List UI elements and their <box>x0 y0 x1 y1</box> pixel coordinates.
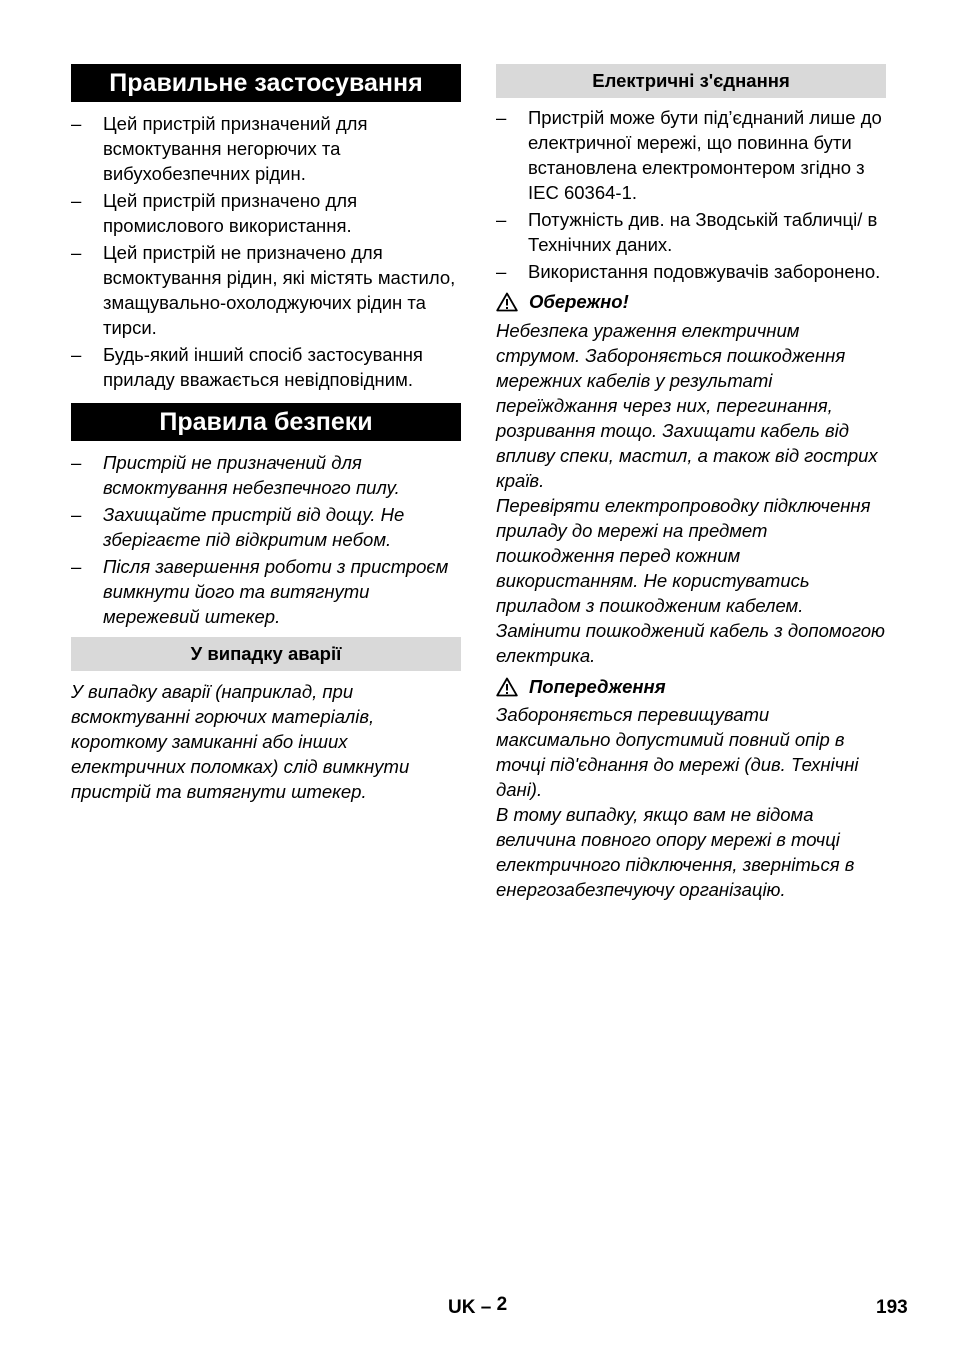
list-item: – Цей пристрій призначений для всмоктування негорючих та вибухобезпечних рідин. <box>71 113 368 184</box>
warning-triangle-icon <box>496 292 518 312</box>
footer-lang: UK – <box>448 1297 492 1318</box>
warning-text-1: Забороняється перевищувати максимально допустимий повний опір в точці під'єднання до мережі (див. Технічні дані). <box>496 704 859 800</box>
list-item: – Пристрій не призначений для всмоктування небезпечного пилу. <box>71 452 400 498</box>
left-column <box>71 64 461 804</box>
caution-text-1: Небезпека ураження електричним струмом. Забороняється пошкодження мережних кабелів у результаті переїжджання через них, перегинання, розривання тощо. Захищати кабель від впливу спеки, мастил, а також від гострих країв. <box>496 320 878 491</box>
dash-marker: – <box>71 504 82 525</box>
safety-list <box>71 450 461 629</box>
right-column <box>496 64 886 902</box>
electrical-list <box>496 105 886 284</box>
section-title-emergency: У випадку аварії <box>71 637 461 671</box>
dash-marker: – <box>71 242 82 263</box>
section-title-safety: Правила безпеки <box>71 403 461 441</box>
warning-text-2: В тому випадку, якщо вам не відома величина повного опору мережі в точці електричного підключення, зверніться в енергозабезпечуючу організацію. <box>496 804 855 900</box>
list-item: – Цей пристрій призначено для промислового використання. <box>71 190 358 236</box>
dash-marker: – <box>71 556 82 577</box>
warning-label: Попередження <box>529 676 666 697</box>
dash-marker: – <box>71 113 82 134</box>
dash-marker: – <box>496 209 507 230</box>
dash-marker: – <box>496 261 507 282</box>
section-title-electrical: Електричні з'єднання <box>496 64 886 98</box>
dash-marker: – <box>71 344 82 365</box>
list-item: – Захищайте пристрій від дощу. Не зберігаєте під відкритим небом. <box>71 504 405 550</box>
warning-triangle-icon <box>496 677 518 697</box>
emergency-text: У випадку аварії (наприклад, при всмоктуванні горючих матеріалів, короткому замиканні або інших електричних поломках) слід вимкнути пристрій та витягнути штекер. <box>71 681 410 802</box>
caution-text-2: Перевіряти електропроводку підключення приладу до мережі на предмет пошкодження перед кожним використанням. Не користуватись приладом з пошкодженим кабелем. Замінити пошкоджений кабель з допомогою електрика. <box>496 495 885 666</box>
caution-label: Обережно! <box>529 291 629 312</box>
list-item: – Пристрій може бути під’єднаний лише до електричної мережі, що повинна бути встановлена електромонтером згідно з IEC 60364-1. <box>496 107 882 203</box>
dash-marker: – <box>496 107 507 128</box>
intended-use-list <box>71 111 461 392</box>
list-item: – Будь-який інший спосіб застосування приладу вважається невідповідним. <box>71 344 423 390</box>
caution-heading <box>496 289 886 314</box>
footer-section-number: 2 <box>496 1294 508 1315</box>
page-number: 193 <box>876 1297 908 1318</box>
section-title-intended-use: Правильне застосування <box>71 64 461 102</box>
list-item: – Після завершення роботи з пристроєм вимкнути його та витягнути мережевий штекер. <box>71 556 449 627</box>
footer-section-marker <box>448 1294 508 1319</box>
dash-marker: – <box>71 190 82 211</box>
dash-marker: – <box>71 452 82 473</box>
list-item: – Використання подовжувачів заборонено. <box>496 261 881 282</box>
warning-heading <box>496 674 886 699</box>
list-item: – Потужність див. на Зводській табличці/ в Технічних даних. <box>496 209 878 255</box>
list-item: – Цей пристрій не призначено для всмоктування рідин, які містять мастило, змащувально-охолоджуючих рідин та тирси. <box>71 242 456 338</box>
